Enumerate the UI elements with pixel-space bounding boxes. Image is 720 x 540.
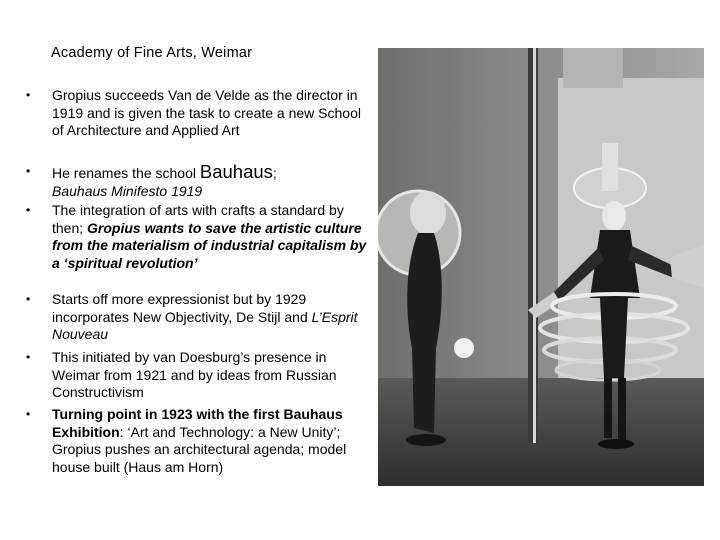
triadic-ballet-photo [378, 48, 704, 486]
bullet-text-plain: He renames the school [52, 165, 200, 181]
bullet-text [52, 406, 372, 477]
bullet-bold: Turning point in 1923 with the first Bauhaus Exhibition [52, 406, 343, 440]
left-feet [406, 434, 446, 446]
right-hat-crown [602, 143, 618, 191]
stage-pole-highlight [533, 48, 536, 443]
right-leg [618, 378, 626, 440]
bullet-dot: • [26, 203, 31, 217]
right-leg [604, 378, 612, 438]
right-skirt-core [600, 298, 628, 378]
slide-title: Academy of Fine Arts, Weimar [51, 45, 253, 61]
lamp-box [563, 48, 623, 88]
bullet-text-plain: Starts off more expressionist but by 1929 incorporates New Objectivity, De Stijl and [52, 291, 312, 325]
photo-illustration [378, 48, 704, 486]
bullet-text-plain: : ‘Art and Technology: a New Unity’; Gropius pushes an architectural agenda; model house built (Haus am Horn) [52, 423, 347, 476]
bullet-dot: • [26, 88, 31, 102]
left-helmet [410, 191, 446, 235]
right-feet [598, 439, 634, 449]
bullet-emphasis: L’Esprit Nouveau [52, 308, 358, 343]
bullet-text: This initiated by van Doesburg’s presence in Weimar from 1921 and by ideas from Russian Constructivism [52, 349, 337, 401]
bullet-text [52, 291, 372, 344]
right-face [602, 201, 626, 231]
bullet-dot: • [26, 164, 31, 178]
bullet-text-plain: The integration of arts with crafts a standard by then; [52, 202, 344, 236]
bullet-text [52, 202, 372, 273]
left-pompom [454, 338, 474, 358]
bullet-text: Gropius succeeds Van de Velde as the director in 1919 and is given the task to create a new School of Architecture and Applied Art [52, 87, 361, 139]
bullet-dot: • [26, 292, 31, 306]
bullet-text [52, 163, 372, 200]
bauhaus-highlight: Bauhaus [199, 161, 273, 182]
manifesto-subline: Bauhaus Minifesto 1919 [52, 182, 203, 199]
bullet-dot: • [26, 350, 31, 364]
bullet-text-plain: ; [272, 165, 277, 181]
bullet-emphasis: Gropius wants to save the artistic culture from the materialism of industrial capitalism by a ‘spiritual revolution’ [52, 219, 367, 272]
bullet-dot: • [26, 407, 31, 421]
